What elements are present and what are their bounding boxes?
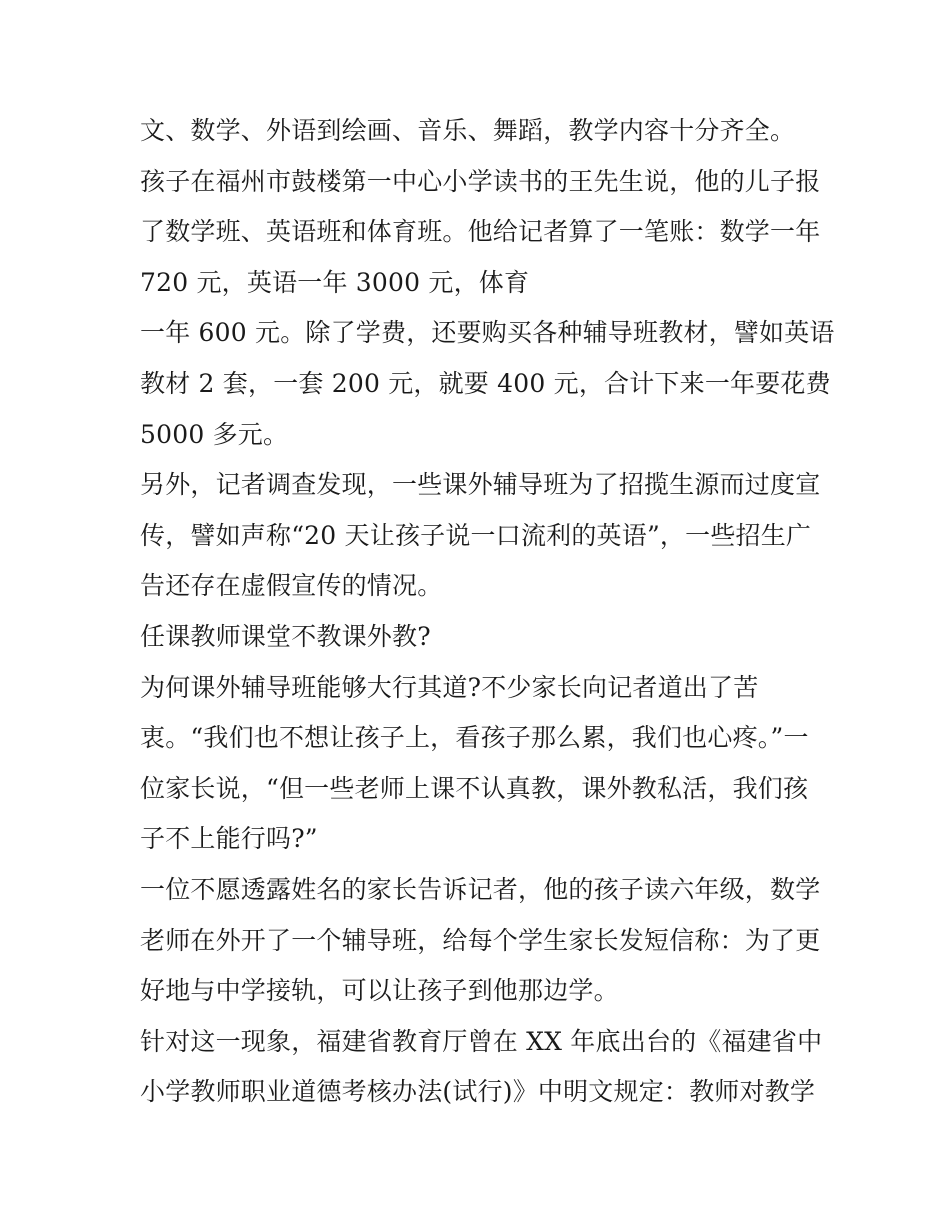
text-line: 传，譬如声称“20 天让孩子说一口流利的英语”，一些招生广 <box>140 520 812 550</box>
text-line: 针对这一现象，福建省教育厅曾在 XX 年底出台的《福建省中 <box>140 1026 823 1056</box>
text-line: 位家长说，“但一些老师上课不认真教，课外教私活，我们孩 <box>140 773 809 803</box>
text-line: 为何课外辅导班能够大行其道?不少家长向记者道出了苦 <box>140 672 759 702</box>
text-line: 720 元，英语一年 3000 元，体育 <box>140 267 530 297</box>
text-line: 告还存在虚假宣传的情况。 <box>140 571 443 601</box>
text-line: 小学教师职业道德考核办法(试行)》中明文规定：教师对教学 <box>140 1077 816 1107</box>
text-line: 教材 2 套，一套 200 元，就要 400 元，合计下来一年要花费 <box>140 368 831 398</box>
text-line: 一年 600 元。除了学费，还要购买各种辅导班教材，譬如英语 <box>140 318 835 348</box>
text-line: 5000 多元。 <box>140 419 289 449</box>
body-text <box>140 106 835 1118</box>
text-line: 衷。“我们也不想让孩子上，看孩子那么累，我们也心疼。”一 <box>140 723 809 753</box>
section-heading: 任课教师课堂不教课外教? <box>140 621 431 651</box>
text-line: 了数学班、英语班和体育班。他给记者算了一笔账：数学一年 <box>140 217 821 247</box>
text-line: 孩子在福州市鼓楼第一中心小学读书的王先生说，他的儿子报 <box>140 166 821 196</box>
text-line: 文、数学、外语到绘画、音乐、舞蹈，教学内容十分齐全。 <box>140 116 796 145</box>
text-line: 子不上能行吗?” <box>140 824 318 854</box>
text-line: 好地与中学接轨，可以让孩子到他那边学。 <box>140 976 619 1006</box>
text-line: 另外，记者调查发现，一些课外辅导班为了招揽生源而过度宣 <box>140 470 821 500</box>
text-line: 老师在外开了一个辅导班，给每个学生家长发短信称：为了更 <box>140 925 821 955</box>
text-line: 一位不愿透露姓名的家长告诉记者，他的孩子读六年级，数学 <box>140 874 821 904</box>
